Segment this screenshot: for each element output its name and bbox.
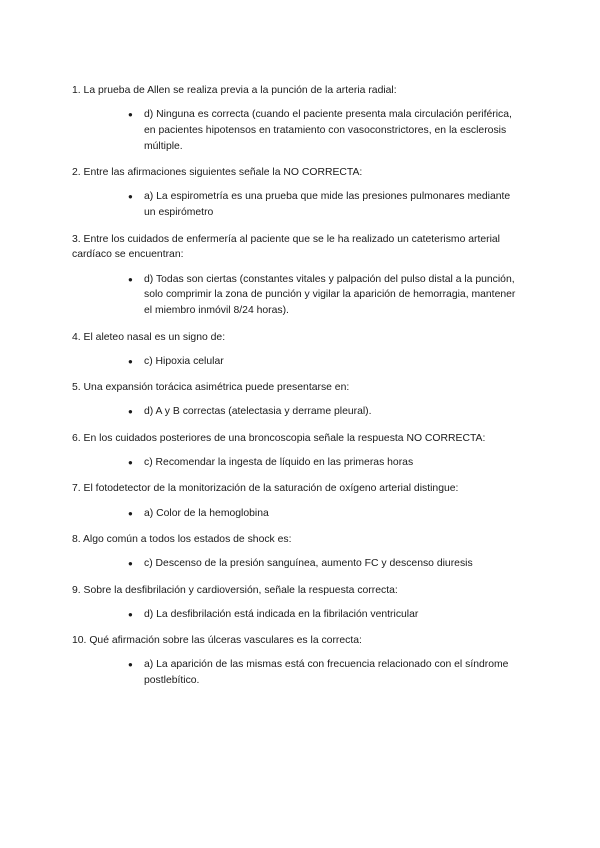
answer-item [72, 272, 522, 319]
answer-text: c) Descenso de la presión sanguínea, aumento FC y descenso diuresis [144, 558, 473, 570]
question-text: 9. Sobre la desfibrilación y cardioversión, señale la respuesta correcta: [72, 584, 398, 596]
question-item [72, 431, 532, 471]
bullet-icon: ● [128, 660, 133, 670]
question-text: 10. Qué afirmación sobre las úlceras vasculares es la correcta: [72, 635, 362, 647]
answer-text: a) Color de la hemoglobina [144, 507, 269, 519]
question-item [72, 633, 532, 689]
bullet-icon: ● [128, 192, 133, 202]
answer-text: c) Hipoxia celular [144, 355, 224, 367]
bullet-icon: ● [128, 458, 133, 468]
answer-item [72, 455, 522, 471]
answer-item [72, 506, 522, 522]
answer-list [72, 404, 532, 420]
question-item [72, 232, 532, 319]
answer-text: d) Ninguna es correcta (cuando el paciente presenta mala circulación periférica, en pacientes hipotensos en tratamiento con vasoconstrictores, en la esclerosis múltiple. [144, 109, 512, 152]
question-list [72, 83, 532, 700]
question-text: 3. Entre los cuidados de enfermería al paciente que se le ha realizado un cateterismo arterial cardíaco se encuentran: [72, 233, 500, 261]
answer-list [72, 657, 532, 689]
answer-text: c) Recomendar la ingesta de líquido en las primeras horas [144, 457, 414, 469]
question-item [72, 380, 532, 420]
question-text: 4. El aleteo nasal es un signo de: [72, 331, 226, 343]
answer-text: a) La espirometría es una prueba que mide las presiones pulmonares mediante un espirómetro [144, 191, 511, 219]
answer-list [72, 556, 532, 572]
question-item [72, 330, 532, 370]
bullet-icon: ● [128, 508, 133, 518]
answer-item [72, 189, 522, 221]
question-text: 1. La prueba de Allen se realiza previa a la punción de la arteria radial: [72, 85, 397, 96]
answer-list [72, 455, 532, 471]
question-text: 8. Algo común a todos los estados de shock es: [72, 533, 292, 545]
question-text: 7. El fotodetector de la monitorización de la saturación de oxígeno arterial distingue: [72, 483, 459, 495]
bullet-icon: ● [128, 356, 133, 366]
question-item [72, 532, 532, 572]
answer-text: d) Todas son ciertas (constantes vitales y palpación del pulso distal a la punción, solo comprimir la zona de punción y vigilar la aparición de hemorragia, mantener el miembro inmóvil 8/24 horas). [144, 273, 516, 317]
question-text: 2. Entre las afirmaciones siguientes señale la NO CORRECTA: [72, 167, 363, 179]
answer-list [72, 189, 532, 221]
question-item [72, 83, 532, 155]
answer-text: d) La desfibrilación está indicada en la fibrilación ventricular [144, 608, 419, 620]
answer-list [72, 354, 532, 370]
answer-item [72, 607, 522, 623]
question-text: 6. En los cuidados posteriores de una broncoscopia señale la respuesta NO CORRECTA: [72, 432, 486, 444]
question-item [72, 165, 532, 221]
answer-item [72, 556, 522, 572]
question-item [72, 583, 532, 623]
answer-list [72, 506, 532, 522]
answer-item [72, 107, 522, 154]
bullet-icon: ● [128, 274, 133, 284]
bullet-icon: ● [128, 609, 133, 619]
answer-list [72, 272, 532, 319]
answer-item [72, 657, 522, 689]
answer-text: d) A y B correctas (atelectasia y derrame pleural). [144, 406, 372, 418]
answer-item [72, 404, 522, 420]
question-text: 5. Una expansión torácica asimétrica puede presentarse en: [72, 382, 350, 394]
answer-item [72, 354, 522, 370]
answer-list [72, 107, 532, 154]
bullet-icon: ● [128, 559, 133, 569]
answer-text: a) La aparición de las mismas está con frecuencia relacionado con el síndrome postlebítico. [144, 659, 509, 687]
question-item [72, 481, 532, 521]
bullet-icon: ● [128, 110, 133, 120]
bullet-icon: ● [128, 407, 133, 417]
answer-list [72, 607, 532, 623]
